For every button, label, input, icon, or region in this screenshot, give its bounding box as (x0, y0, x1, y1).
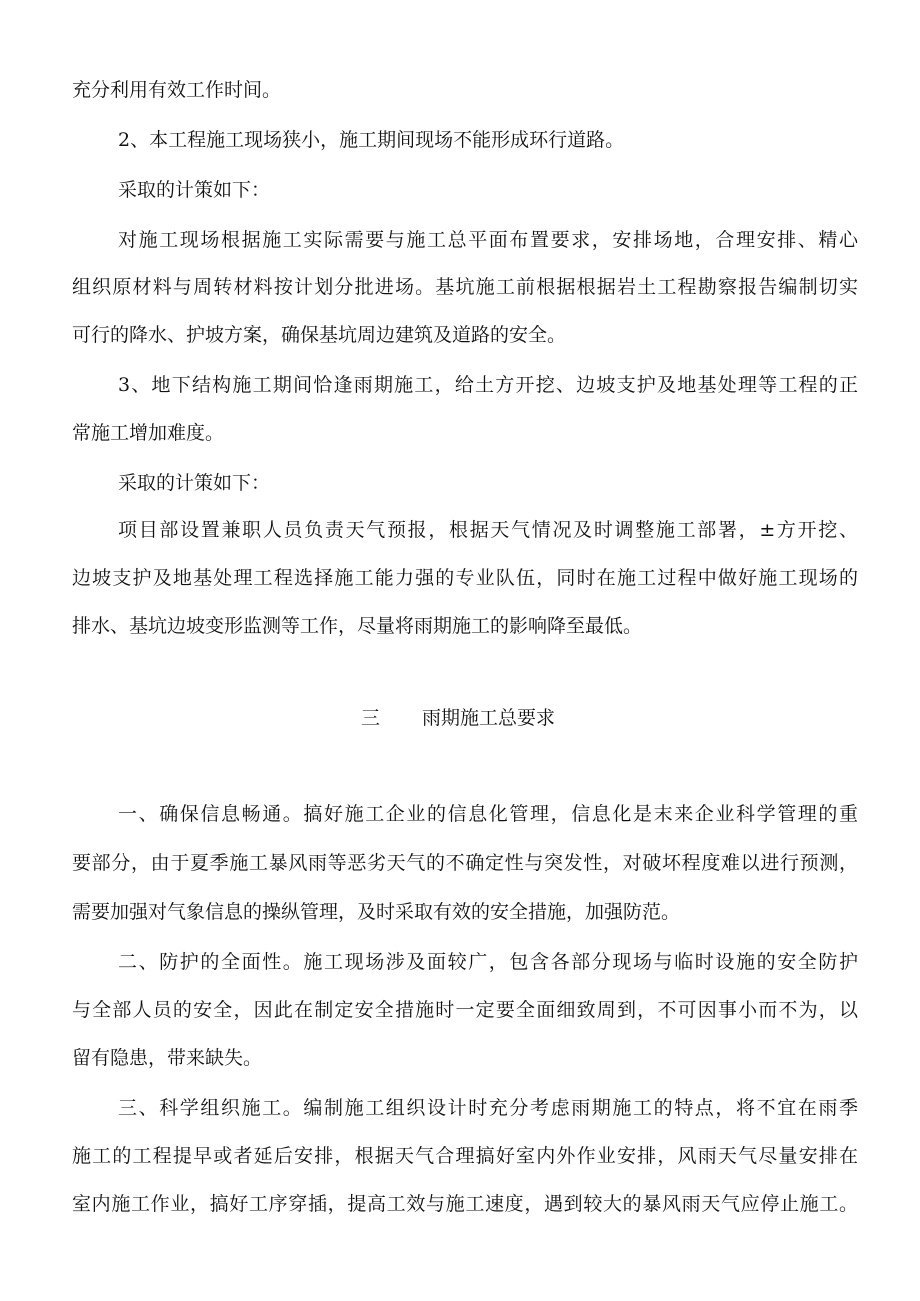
text-line: 可行的降水、护坡方案，确保基坑周边建筑及道路的安全。 (72, 324, 567, 346)
text-line: 充分利用有效工作时间。 (72, 79, 282, 101)
text-line: 二、防护的全面性。施工现场涉及面较广，包含各部分现场与临时设施的安全防护 (118, 951, 858, 973)
text-line: 采取的计策如下： (118, 179, 271, 201)
text-line: 留有隐患，带来缺失。 (72, 1047, 263, 1069)
section-title: 雨期施工总要求 (422, 707, 556, 729)
text-line: 室内施工作业，搞好工序穿插，提高工效与施工速度，遇到较大的暴风雨天气应停止施工。 (72, 1193, 858, 1215)
text-line: 施工的工程提早或者延后安排，根据天气合理搞好室内外作业安排，风雨天气尽量安排在 (72, 1145, 858, 1167)
text-line: 与全部人员的安全，因此在制定安全措施时一定要全面细致周到，不可因事小而不为，以 (72, 999, 858, 1021)
text-line: 采取的计策如下： (118, 472, 271, 494)
text-line: 2、本工程施工现场狭小，施工期间现场不能形成环行道路。 (118, 129, 625, 151)
section-heading (0, 705, 920, 731)
text-line: 一、确保信息畅通。搞好施工企业的信息化管理，信息化是末来企业科学管理的重 (118, 803, 858, 825)
section-number: 三 (361, 707, 381, 729)
text-line: 排水、基坑边坡变形监测等工作，尽量将雨期施工的影响降至最低。 (72, 615, 643, 637)
text-line: 三、科学组织施工。编制施工组织设计时充分考虑雨期施工的特点，将不宜在雨季 (118, 1097, 858, 1119)
text-line: 要部分，由于夏季施工暴风雨等恶劣天气的不确定性与突发性，对破坏程度难以进行预测， (72, 852, 858, 874)
text-line: 项目部设置兼职人员负责天气预报，根据天气情况及时调整施工部署，±方开挖、 (118, 519, 858, 541)
text-line: 组织原材料与周转材料按计划分批进场。基坑施工前根据根据岩土工程勘察报告编制切实 (72, 276, 858, 298)
text-line: 3、地下结构施工期间恰逢雨期施工，给土方开挖、边坡支护及地基处理等工程的正 (118, 374, 858, 396)
text-line: 边坡支护及地基处理工程选择施工能力强的专业队伍，同时在施工过程中做好施工现场的 (72, 567, 858, 589)
text-line: 需要加强对气象信息的操纵管理，及时采取有效的安全措施，加强防范。 (72, 901, 681, 923)
text-line: 对施工现场根据施工实际需要与施工总平面布置要求，安排场地，合理安排、精心 (118, 229, 858, 251)
text-line: 常施工增加难度。 (72, 422, 225, 444)
